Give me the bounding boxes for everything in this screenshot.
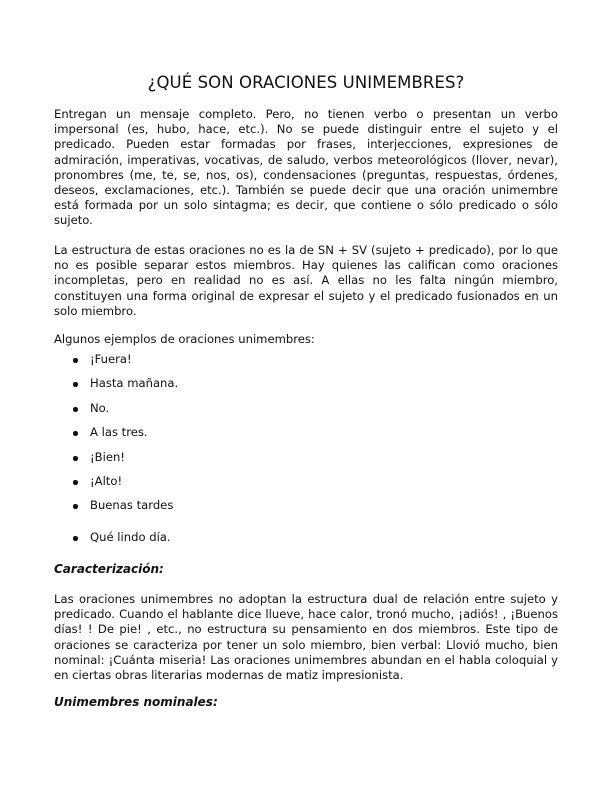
list-item bbox=[54, 352, 132, 367]
list-item bbox=[54, 401, 109, 416]
example-text: A las tres. bbox=[90, 425, 148, 439]
example-text: ¡Bien! bbox=[90, 450, 125, 464]
structure-paragraph: La estructura de estas oraciones no es la de SN + SV (sujeto + predicado), por lo que no es posible separar estos miembros. Hay quienes las califican como oraciones incompletas, pero en realidad no es así. A ellas no les falta ningún miembro, constituyen una forma original de expresar el sujeto y el predicado fusionados en un solo miembro. bbox=[54, 243, 558, 318]
intro-paragraph: Entregan un mensaje completo. Pero, no tienen verbo o presentan un verbo impersonal (es, hubo, hace, etc.). No se puede distinguir entre el sujeto y el predicado. Pueden estar formadas por frases, interjecciones, expresiones de admiración, imperativas, vocativas, de saludo, verbos meteorológicos (llover, nevar), pronombres (me, te, se, nos, os), condensaciones (preguntas, respuestas, órdenes, deseos, exclamaciones, etc.). También se puede decir que una oración unimembre está formada por un solo sintagma; es decir, que contiene o sólo predicado o sólo sujeto. bbox=[54, 107, 558, 228]
list-item bbox=[54, 376, 178, 391]
list-item bbox=[54, 530, 171, 545]
example-text: Buenas tardes bbox=[90, 498, 174, 512]
nominal-heading: Unimembres nominales: bbox=[54, 695, 218, 709]
example-text: No. bbox=[90, 401, 110, 415]
bullet-icon bbox=[73, 407, 78, 412]
examples-intro: Algunos ejemplos de oraciones unimembres: bbox=[54, 332, 315, 346]
bullet-icon bbox=[73, 504, 78, 509]
characterization-paragraph: Las oraciones unimembres no adoptan la estructura dual de relación entre sujeto y predicado. Cuando el hablante dice llueve, hace calor, tronó mucho, ¡adiós! , ¡Buenos días! ! De pie! , etc., no estructura su pensamiento en dos miembros. Este tipo de oraciones se caracteriza por tener un solo miembro, bien verbal: Llovió mucho, bien nominal: ¡Cuánta miseria! Las oraciones unimembres abundan en el habla coloquial y en ciertas obras literarias modernas de matiz impresionista. bbox=[54, 592, 558, 683]
list-item bbox=[54, 425, 148, 440]
example-text: ¡Alto! bbox=[90, 474, 123, 488]
example-text: ¡Fuera! bbox=[90, 352, 132, 366]
bullet-icon bbox=[73, 536, 78, 541]
bullet-icon bbox=[73, 358, 78, 363]
bullet-icon bbox=[73, 480, 78, 485]
characterization-heading: Caracterización: bbox=[54, 562, 164, 576]
list-item bbox=[54, 450, 125, 465]
bullet-icon bbox=[73, 431, 78, 436]
example-text: Qué lindo día. bbox=[90, 530, 171, 544]
example-text: Hasta mañana. bbox=[90, 376, 179, 390]
bullet-icon bbox=[73, 382, 78, 387]
list-item bbox=[54, 498, 173, 513]
bullet-icon bbox=[73, 456, 78, 461]
list-item bbox=[54, 474, 122, 489]
page-title: ¿QUÉ SON ORACIONES UNIMEMBRES? bbox=[147, 73, 465, 92]
